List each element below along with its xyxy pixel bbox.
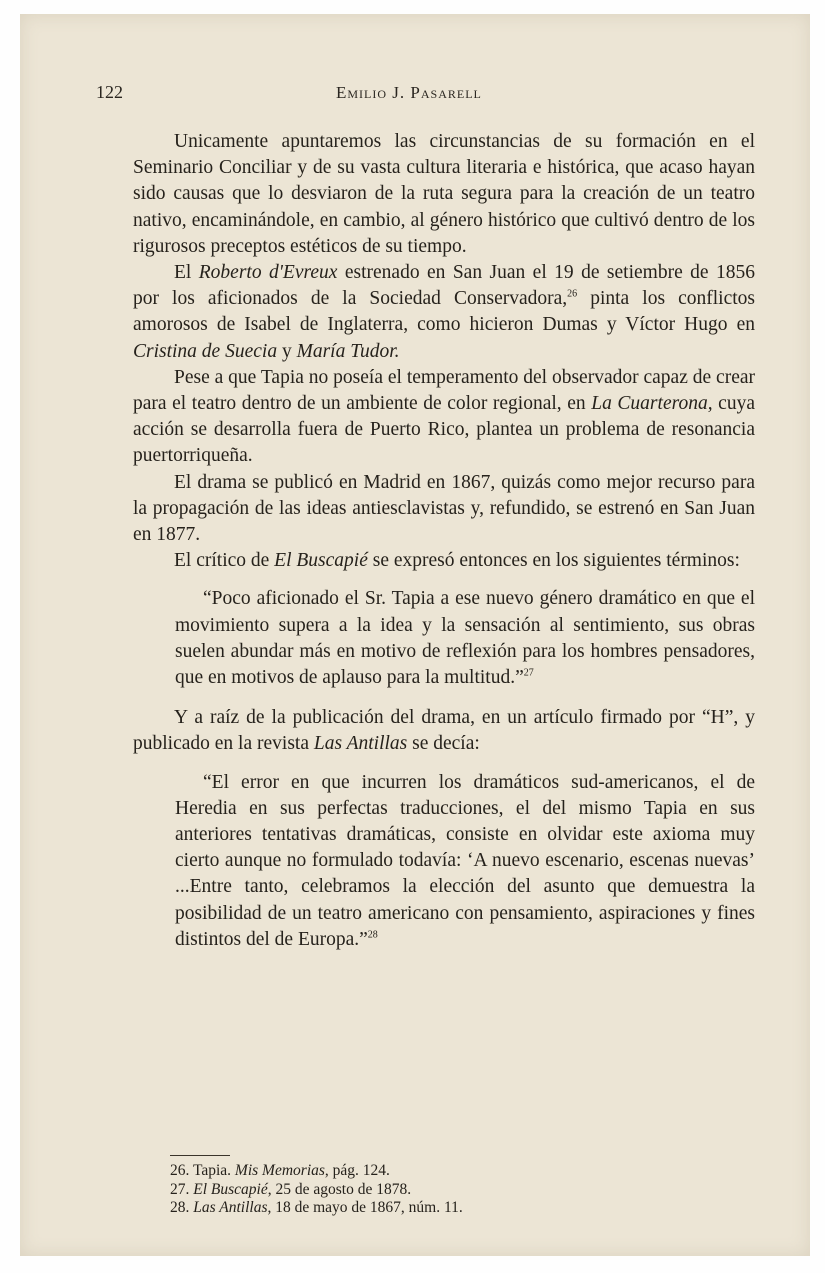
title-cristina: Cristina de Suecia	[133, 340, 278, 362]
title-roberto: Roberto d'Evreux	[198, 262, 338, 284]
note-ref-28: 28	[367, 929, 378, 941]
note-ref-27: 27	[523, 667, 534, 679]
paragraph-4: El drama se publicó en Madrid en 1867, quizás como mejor recurso para la propagación de las ideas antiesclavistas y, refundido, se estrenó en San Juan en 1877.	[133, 471, 755, 546]
paragraph-1: Unicamente apuntaremos las circunstancias de su formación en el Seminario Conciliar y de su vasta cultura literaria e histórica, que acaso hayan sido causas que lo desviaron de la ruta segura para la creación de un teatro nativo, encaminándole, en cambio, al género histórico que cultivó dentro de los rigurosos preceptos estéticos de su tiempo.	[133, 131, 755, 257]
paragraph-6: Y a raíz de la publicación del drama, en un artículo firmado por “H”, y publicado en la revista Las Antillas se decía:	[133, 707, 755, 755]
body-text	[133, 129, 755, 967]
paragraph-3: Pese a que Tapia no poseía el temperamento del observador capaz de crear para el teatro dentro de un ambiente de color regional, en La Cuarterona, cuya acción se desarrolla fuera de Puerto Rico, plantea un problema de resonancia puertorriqueña.	[133, 366, 755, 467]
title-maria-tudor: María Tudor.	[296, 340, 400, 362]
page-header	[96, 82, 546, 106]
footnote-divider	[170, 1155, 230, 1156]
running-head: Emilio J. Pasarell	[336, 83, 482, 102]
title-las-antillas: Las Antillas	[313, 733, 408, 755]
note-ref-26: 26	[567, 288, 578, 300]
title-cuarterona: La Cuarterona,	[591, 393, 713, 415]
title-buscapie: El Buscapié	[274, 550, 368, 572]
block-quote-2: “El error en que incurren los dramáticos sud-americanos, el de Heredia en sus perfectas traducciones, el del mismo Tapia en sus anteriores tentativas dramáticas, consiste en olvidar este axioma muy cierto aunque no formulado todavía: ‘A nuevo escenario, escenas nuevas’ ...Entre tanto, celebramos la elección del asunto que demuestra la posibilidad de un teatro americano con pensamiento, aspiraciones y fines distintos del de Europa.”$^{28}$	[175, 771, 755, 950]
footnote-26: 26. Tapia. Mis Memorias, pág. 124.	[170, 1162, 390, 1179]
paragraph-5: El crítico de El Buscapié se expresó entonces en los siguientes términos:	[174, 550, 740, 572]
paragraph-2: El Roberto d'Evreux estrenado en San Juan el 19 de setiembre de 1856 por los aficionados de la Sociedad Conservadora,$^{26}$ pinta los conflictos amorosos de Isabel de Inglaterra, como hicieron Dumas y Víctor Hugo en Cristina de Suecia y María Tudor.	[133, 262, 755, 362]
page-number: 122	[96, 82, 123, 102]
footnote-28: 28. Las Antillas, 18 de mayo de 1867, núm. 11.	[170, 1199, 463, 1216]
footnotes	[170, 1162, 730, 1218]
footnote-27: 27. El Buscapié, 25 de agosto de 1878.	[170, 1180, 412, 1198]
block-quote-1: “Poco aficionado el Sr. Tapia a ese nuevo género dramático en que el movimiento supera a la idea y la sensación al sentimiento, sus obras suelen abundar más en motivo de reflexión para los hombres pensadores, que en motivos de aplauso para la multitud.”$^{27}$	[175, 588, 755, 689]
